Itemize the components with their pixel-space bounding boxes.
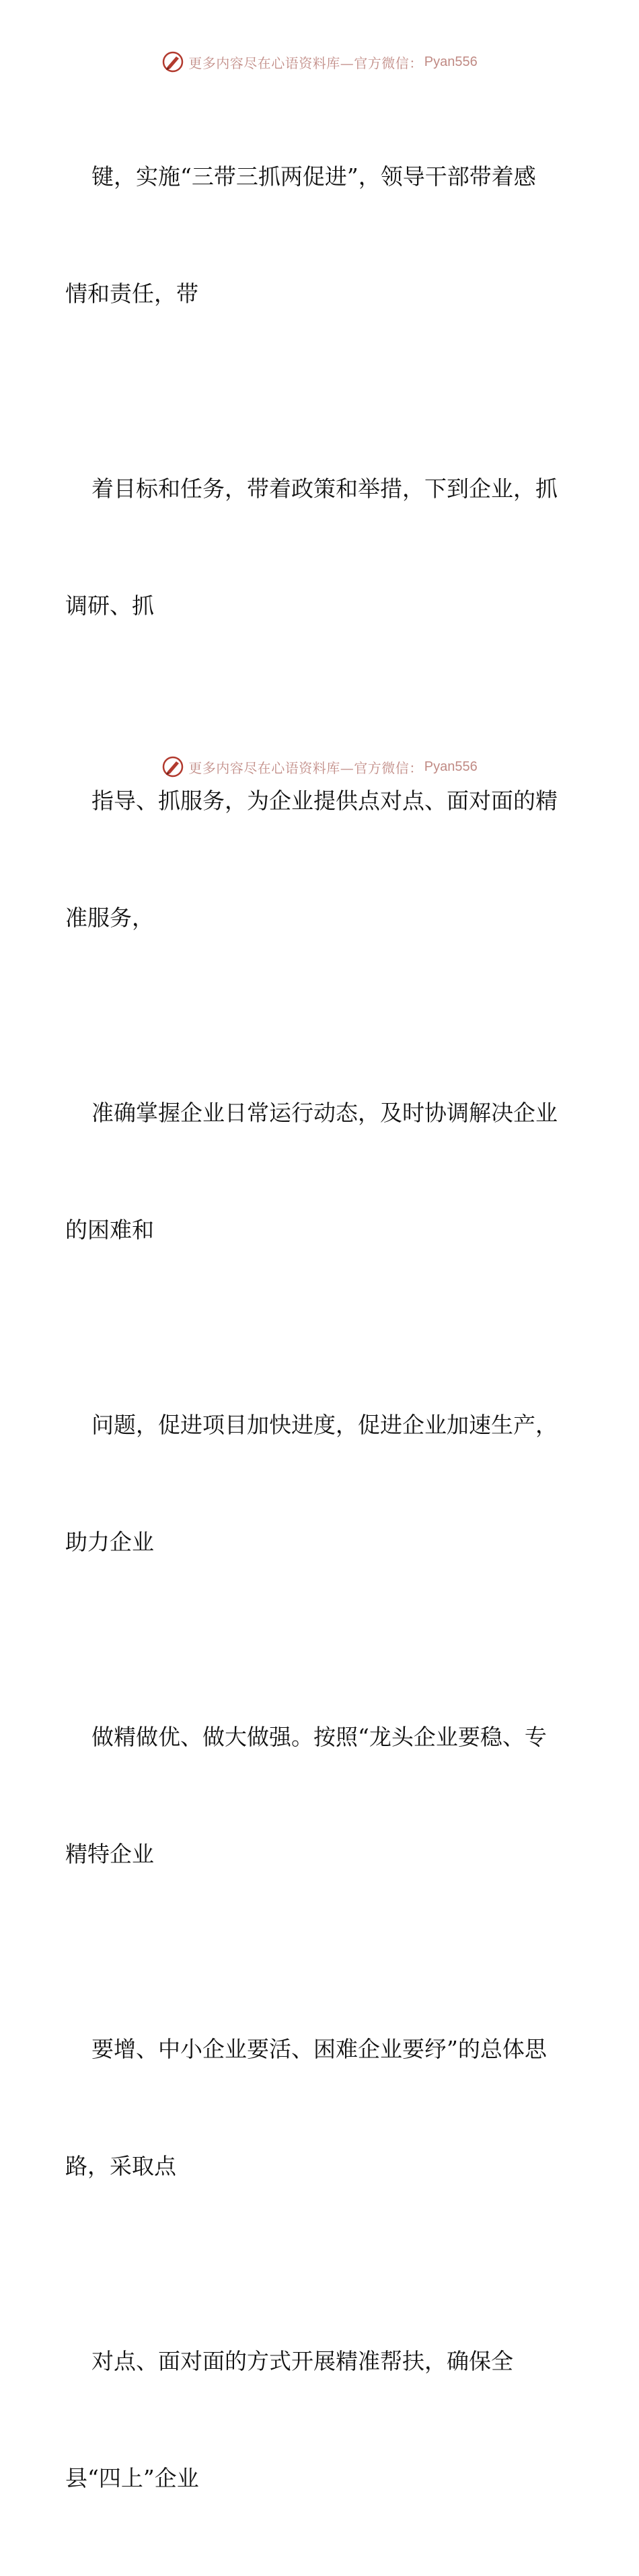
paragraph [65, 1328, 576, 1640]
paragraph-continuation: 准服务， [65, 905, 154, 931]
paragraph [65, 1016, 576, 1328]
paragraph-continuation: 助力企业 [65, 1529, 154, 1555]
watermark-wechat-id: Pyan556 [424, 54, 478, 69]
paragraph-first-line: 问题，促进项目加快进度，促进企业加速生产， [91, 1412, 558, 1438]
paragraph-first-line: 对点、面对面的方式开展精准帮扶，确保全 [91, 2348, 513, 2374]
paragraph-continuation: 调研、抓 [65, 593, 154, 619]
pen-logo-icon [161, 50, 184, 73]
paragraph-first-line: 要增、中小企业要活、困难企业要纾”的总体思 [91, 2036, 547, 2062]
watermark-text: 更多内容尽在心语资料库—官方微信： [188, 54, 423, 71]
paragraph [65, 2264, 576, 2576]
footer-watermark [0, 753, 639, 780]
paragraph-continuation: 精特企业 [65, 1841, 154, 1867]
paragraph-first-line: 键，实施“三带三抓两促进”，领导干部带着感 [91, 163, 536, 190]
paragraph [65, 79, 576, 391]
watermark-wechat-id: Pyan556 [424, 759, 478, 774]
paragraph [65, 1640, 576, 1952]
paragraph [65, 704, 576, 1016]
paragraph [65, 1952, 576, 2264]
paragraph-continuation: 的困难和 [65, 1217, 154, 1243]
paragraph-first-line: 指导、抓服务，为企业提供点对点、面对面的精 [91, 788, 558, 814]
paragraph-continuation: 县“四上”企业 [65, 2465, 199, 2491]
header-watermark [0, 48, 639, 75]
paragraph-continuation: 情和责任，带 [65, 280, 198, 307]
watermark-text: 更多内容尽在心语资料库—官方微信： [188, 759, 423, 776]
paragraph-first-line: 做精做优、做大做强。按照“龙头企业要稳、专 [91, 1724, 547, 1750]
pen-logo-icon [161, 755, 184, 778]
paragraph-first-line: 准确掌握企业日常运行动态，及时协调解决企业 [91, 1100, 558, 1126]
paragraph [65, 391, 576, 704]
document-body [65, 79, 576, 2576]
paragraph-continuation: 路，采取点 [65, 2153, 176, 2179]
paragraph-first-line: 着目标和任务，带着政策和举措，下到企业，抓 [91, 476, 558, 502]
